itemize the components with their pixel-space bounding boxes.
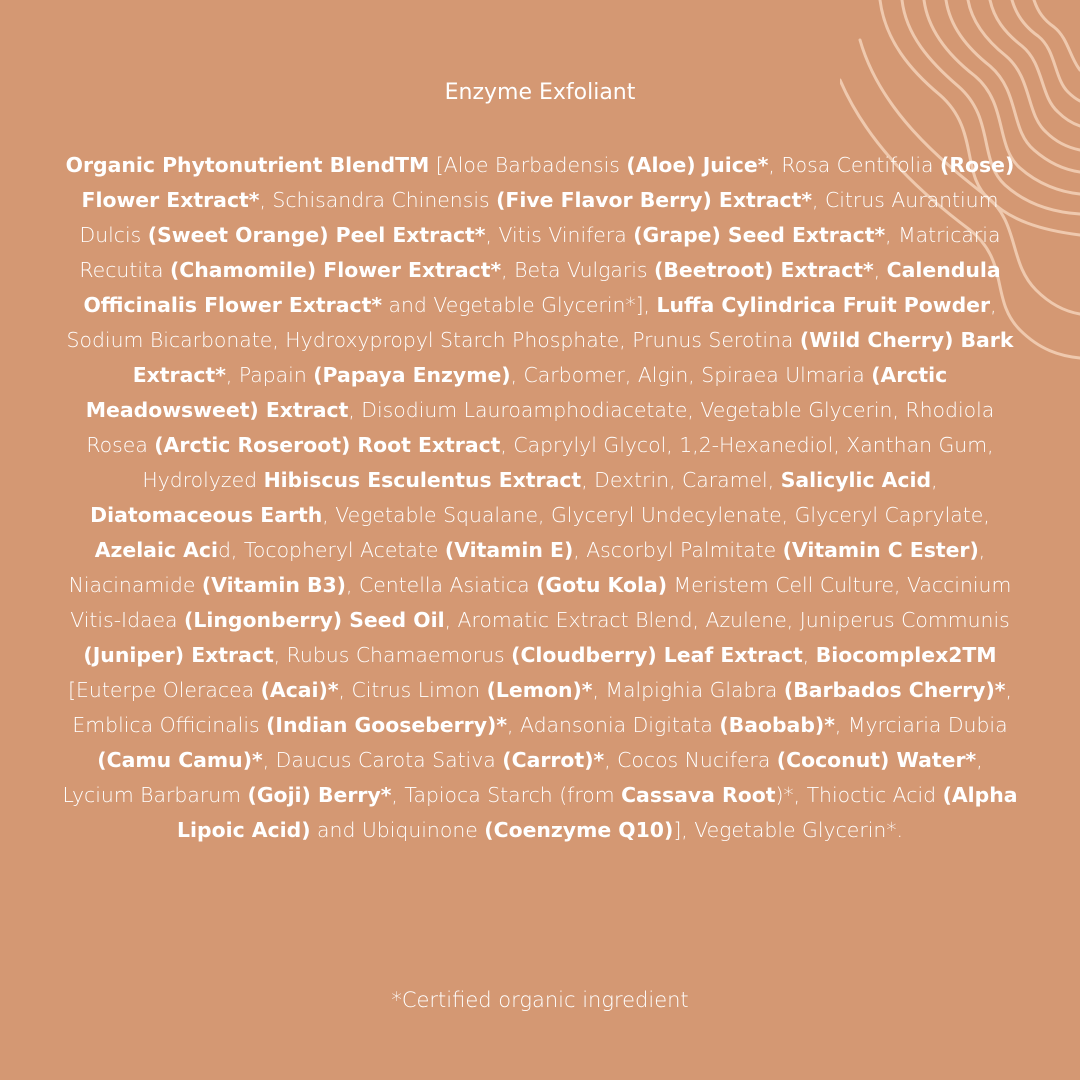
ingredient-text: , Cocos Nucifera xyxy=(604,748,777,772)
ingredient-highlight: (Rose) Flower Extract* xyxy=(81,153,1015,212)
ingredient-highlight: (Chamomile) Flower Extract* xyxy=(169,258,502,282)
ingredient-text: , Daucus Carota Sativa xyxy=(262,748,503,772)
ingredient-highlight: (Wild Cherry) Bark Extract* xyxy=(132,328,1014,387)
ingredient-highlight: (Grape) Seed Extract* xyxy=(633,223,886,247)
ingredient-highlight: (Barbados Cherry)* xyxy=(783,678,1006,702)
ingredient-highlight: Biocomplex2TM xyxy=(815,643,997,667)
ingredient-highlight: (Camu Camu)* xyxy=(97,748,263,772)
ingredient-highlight: Luffa Cylindrica Fruit Powder xyxy=(656,293,991,317)
ingredient-highlight: (Vitamin E) xyxy=(444,538,574,562)
ingredient-text: Meristem Cell Culture, Vaccinium Vitis-Idaea xyxy=(70,573,1012,632)
ingredient-text: , xyxy=(802,643,816,667)
ingredient-text: , Disodium Lauroamphodiacetate, Vegetable Glycerin, Rhodiola Rosea xyxy=(86,398,995,457)
ingredient-highlight: (Indian Gooseberry)* xyxy=(266,713,508,737)
ingredient-text: , Centella Asiatica xyxy=(346,573,537,597)
ingredient-highlight: (Papaya Enzyme) xyxy=(313,363,511,387)
ingredient-text: , Malpighia Glabra xyxy=(592,678,784,702)
ingredient-text: , Caprylyl Glycol, 1,2-Hexanediol, Xanthan Gum, Hydrolyzed xyxy=(142,433,994,492)
ingredient-highlight: (Aloe) Juice* xyxy=(626,153,769,177)
ingredient-highlight: (Lingonberry) Seed Oil xyxy=(184,608,445,632)
ingredient-highlight: Organic Phytonutrient BlendTM xyxy=(65,153,430,177)
ingredient-text: , Carbomer, Algin, Spiraea Ulmaria xyxy=(510,363,872,387)
ingredient-highlight: (Lemon)* xyxy=(486,678,593,702)
ingredient-text: , Matricaria Recutita xyxy=(79,223,1001,282)
ingredient-highlight: Salicylic Acid xyxy=(780,468,932,492)
ingredient-highlight: Diatomaceous Earth xyxy=(90,503,323,527)
ingredient-text: , Rosa Centifolia xyxy=(768,153,940,177)
ingredient-text: , Vitis Vinifera xyxy=(485,223,634,247)
ingredient-highlight: (Arctic Roseroot) Root Extract xyxy=(154,433,501,457)
product-title: Enzyme Exfoliant xyxy=(444,80,636,105)
ingredient-text: , Sodium Bicarbonate, Hydroxypropyl Starch Phosphate, Prunus Serotina xyxy=(66,293,997,352)
ingredient-highlight: (Gotu Kola) xyxy=(536,573,668,597)
ingredient-text: , Emblica Officinalis xyxy=(72,678,1012,737)
ingredient-text: , Vegetable Squalane, Glyceryl Undecylenate, Glyceryl Caprylate, xyxy=(322,503,990,527)
ingredient-highlight: Azelaic Aci xyxy=(94,538,218,562)
ingredient-highlight: (Baobab)* xyxy=(719,713,835,737)
ingredient-text: , Aromatic Extract Blend, Azulene, Juniperus Communis xyxy=(444,608,1010,632)
ingredient-highlight: Cassava Root xyxy=(621,783,776,807)
ingredient-text: , Rubus Chamaemorus xyxy=(273,643,512,667)
ingredient-highlight: (Juniper) Extract xyxy=(83,643,274,667)
ingredient-highlight: (Goji) Berry* xyxy=(247,783,392,807)
ingredient-list xyxy=(62,148,1018,848)
ingredient-highlight: (Vitamin C Ester) xyxy=(782,538,979,562)
ingredient-text: , Beta Vulgaris xyxy=(501,258,655,282)
ingredient-text: and Vegetable Glycerin*], xyxy=(382,293,657,317)
ingredient-text: and Ubiquinone xyxy=(310,818,485,842)
ingredient-text: , xyxy=(873,258,887,282)
ingredient-text: [Aloe Barbadensis xyxy=(429,153,627,177)
ingredient-text: d, Tocopheryl Acetate xyxy=(217,538,445,562)
ingredient-highlight: (Beetroot) Extract* xyxy=(654,258,874,282)
ingredient-text: ], Vegetable Glycerin*. xyxy=(673,818,903,842)
ingredient-highlight: (Five Flavor Berry) Extract* xyxy=(496,188,813,212)
ingredient-highlight: (Cloudberry) Leaf Extract xyxy=(511,643,803,667)
ingredient-text: , Citrus Aurantium Dulcis xyxy=(79,188,999,247)
ingredient-text: , Myrciaria Dubia xyxy=(834,713,1008,737)
ingredient-highlight: (Coenzyme Q10) xyxy=(484,818,674,842)
ingredient-text: , Dextrin, Caramel, xyxy=(581,468,781,492)
ingredient-text: , Niacinamide xyxy=(68,538,986,597)
ingredient-text: , Papain xyxy=(225,363,314,387)
ingredient-highlight: Hibiscus Esculentus Extract xyxy=(263,468,582,492)
ingredient-text: , Tapioca Starch (from xyxy=(391,783,622,807)
ingredient-text: )*, Thioctic Acid xyxy=(775,783,943,807)
ingredient-highlight: (Alpha Lipoic Acid) xyxy=(177,783,1018,842)
ingredient-text: , Schisandra Chinensis xyxy=(259,188,497,212)
ingredient-text: , Adansonia Digitata xyxy=(507,713,720,737)
ingredient-highlight: (Acai)* xyxy=(260,678,339,702)
ingredient-highlight: (Vitamin B3) xyxy=(201,573,346,597)
ingredient-highlight: (Arctic Meadowsweet) Extract xyxy=(85,363,948,422)
ingredient-text: , xyxy=(931,468,938,492)
ingredient-highlight: (Sweet Orange) Peel Extract* xyxy=(147,223,486,247)
ingredient-text: , Citrus Limon xyxy=(338,678,487,702)
ingredient-text: , Ascorbyl Palmitate xyxy=(573,538,783,562)
ingredient-highlight: Calendula Officinalis Flower Extract* xyxy=(83,258,1001,317)
ingredient-text: , Lycium Barbarum xyxy=(62,748,983,807)
ingredient-highlight: (Carrot)* xyxy=(502,748,605,772)
ingredient-highlight: (Coconut) Water* xyxy=(776,748,977,772)
organic-footnote: *Certified organic ingredient xyxy=(391,988,689,1012)
ingredient-text: [Euterpe Oleracea xyxy=(68,678,261,702)
